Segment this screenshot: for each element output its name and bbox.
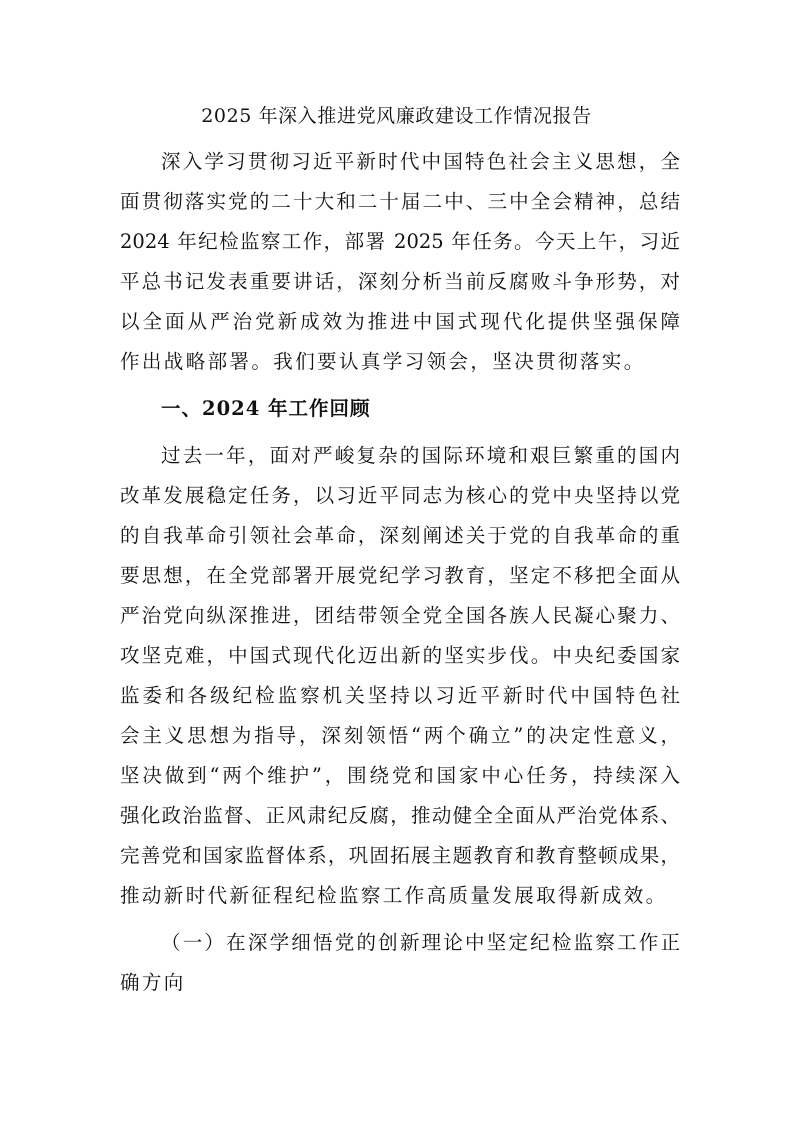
- section-paragraph-line: 改革发展稳定任务，以习近平同志为核心的党中央坚持以党: [120, 484, 680, 507]
- section-paragraph-line: 强化政治监督、正风肃纪反腐，推动健全全面从严治党体系、: [120, 804, 680, 827]
- section-paragraph-line: 监委和各级纪检监察机关坚持以习近平新时代中国特色社: [120, 684, 680, 707]
- intro-paragraph-line: 2024 年纪检监察工作，部署 2025 年任务。今天上午，习近: [120, 230, 680, 253]
- section-paragraph-line: 会主义思想为指导，深刻领悟“两个确立”的决定性意义，: [120, 724, 680, 747]
- section-paragraph-line: 攻坚克难，中国式现代化迈出新的坚实步伐。中央纪委国家: [120, 644, 680, 667]
- section-heading: 一、2024 年工作回顾: [161, 397, 371, 420]
- subsection-heading: （一）在深学细悟党的创新理论中坚定纪检监察工作正: [161, 931, 680, 954]
- section-paragraph-line: 推动新时代新征程纪检监察工作高质量发展取得新成效。: [120, 884, 668, 907]
- section-paragraph-line: 要思想，在全党部署开展党纪学习教育，坚定不移把全面从: [120, 564, 680, 587]
- intro-paragraph-line: 平总书记发表重要讲话，深刻分析当前反腐败斗争形势，对: [120, 270, 680, 293]
- intro-paragraph-line: 深入学习贯彻习近平新时代中国特色社会主义思想，全: [161, 150, 680, 173]
- intro-paragraph-line: 作出战略部署。我们要认真学习领会，坚决贯彻落实。: [120, 350, 646, 373]
- section-paragraph-line: 完善党和国家监督体系，巩固拓展主题教育和教育整顿成果，: [120, 844, 680, 867]
- section-paragraph-line: 坚决做到“两个维护”，围绕党和国家中心任务，持续深入: [120, 764, 680, 787]
- section-paragraph-line: 过去一年，面对严峻复杂的国际环境和艰巨繁重的国内: [161, 444, 680, 467]
- section-paragraph-line: 的自我革命引领社会革命，深刻阐述关于党的自我革命的重: [120, 524, 680, 547]
- section-paragraph-line: 严治党向纵深推进，团结带领全党全国各族人民凝心聚力、: [120, 604, 680, 627]
- subsection-heading-continued: 确方向: [120, 971, 186, 994]
- intro-paragraph-line: 以全面从严治党新成效为推进中国式现代化提供坚强保障: [120, 310, 680, 333]
- document-title: 2025 年深入推进党风廉政建设工作情况报告: [201, 105, 592, 127]
- intro-paragraph-line: 面贯彻落实党的二十大和二十届二中、三中全会精神，总结: [120, 190, 680, 213]
